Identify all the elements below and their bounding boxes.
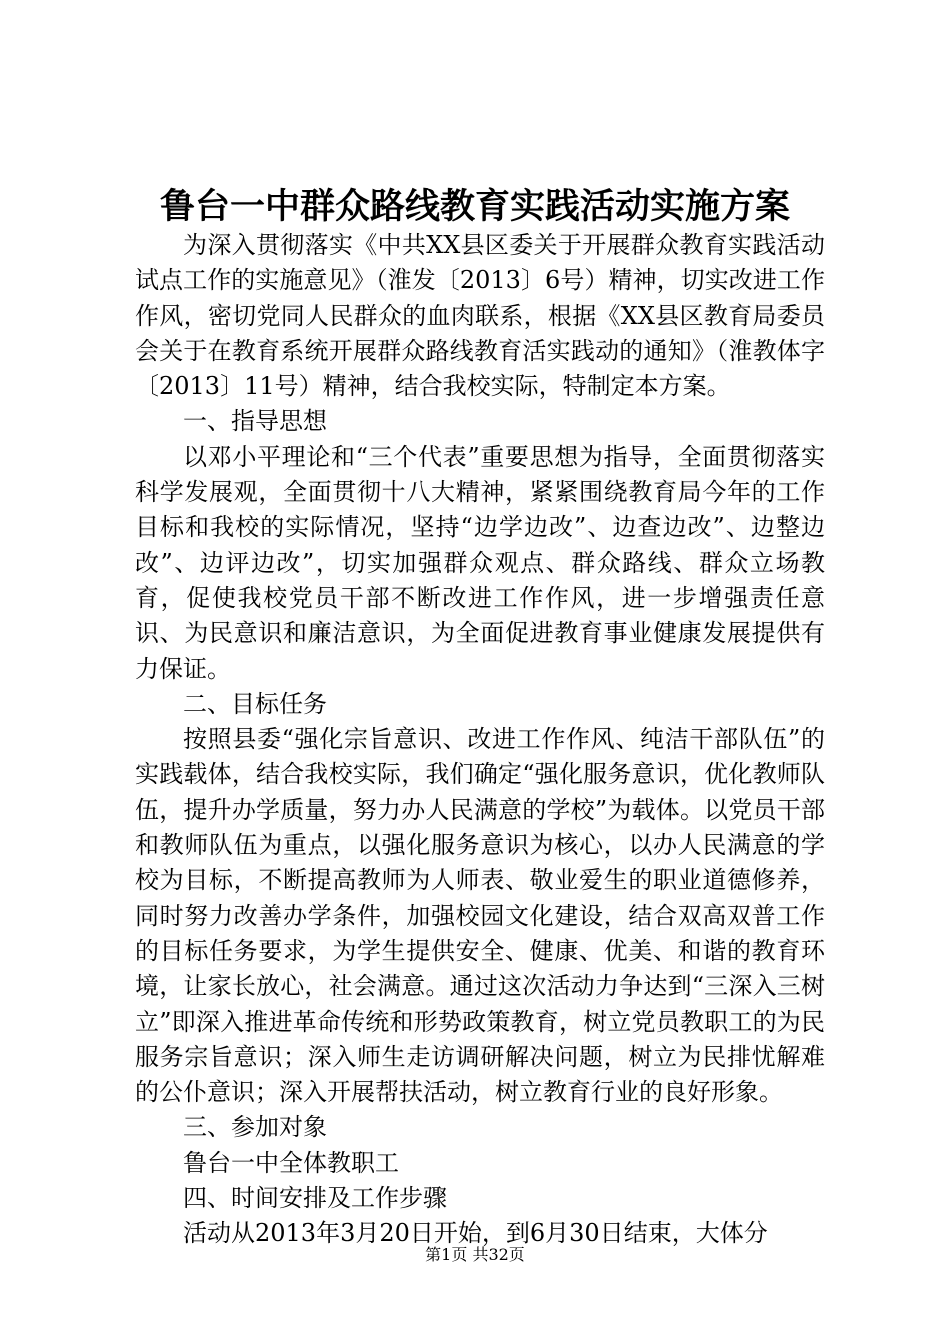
section-heading-schedule: 四、时间安排及工作步骤 [183,1184,447,1213]
document-body [135,228,825,1252]
intro-paragraph: 为深入贯彻落实《中共XX县区委关于开展群众教育实践活动试点工作的实施意见》（淮发〔2013〕6号）精神，切实改进工作作风，密切党同人民群众的血肉联系，根据《XX县区教育局委员会关于在教育系统开展群众路线教育活实践动的通知》（淮教体字〔2013〕11号）精神，结合我校实际，特制定本方案。 [135,231,825,401]
section-text-goals: 按照县委“强化宗旨意识、改进工作作风、纯洁干部队伍”的实践载体，结合我校实际，我们确定“强化服务意识，优化教师队伍，提升办学质量，努力办人民满意的学校”为载体。以党员干部和教师队伍为重点，以强化服务意识为核心，以办人民满意的学校为目标，不断提高教师为人师表、敬业爱生的职业道德修养，同时努力改善办学条件，加强校园文化建设，结合双高双普工作的目标任务要求，为学生提供安全、健康、优美、和谐的教育环境，让家长放心，社会满意。通过这次活动力争达到“三深入三树立”即深入推进革命传统和形势政策教育，树立党员教职工的为民服务宗旨意识；深入师生走访调研解决问题，树立为民排忧解难的公仆意识；深入开展帮扶活动，树立教育行业的良好形象。 [135,725,825,1107]
section-heading-goals: 二、目标任务 [183,689,327,718]
page-footer: 第1页 共32页 [425,1245,525,1264]
section-text-participants: 鲁台一中全体教职工 [183,1148,399,1177]
section-heading-guiding-ideology: 一、指导思想 [183,407,327,436]
section-text-schedule: 活动从2013年3月20日开始，到6月30日结束，大体分 [183,1219,768,1248]
document-title: 鲁台一中群众路线教育实践活动实施方案 [159,186,790,227]
section-text-guiding-ideology: 以邓小平理论和“三个代表”重要思想为指导，全面贯彻落实科学发展观，全面贯彻十八大精神，紧紧围绕教育局今年的工作目标和我校的实际情况，坚持“边学边改”、边查边改”、边整边改”、边评边改”，切实加强群众观点、群众路线、群众立场教育，促使我校党员干部不断改进工作作风，进一步增强责任意识、为民意识和廉洁意识，为全面促进教育事业健康发展提供有力保证。 [135,442,825,683]
section-heading-participants: 三、参加对象 [183,1113,327,1142]
